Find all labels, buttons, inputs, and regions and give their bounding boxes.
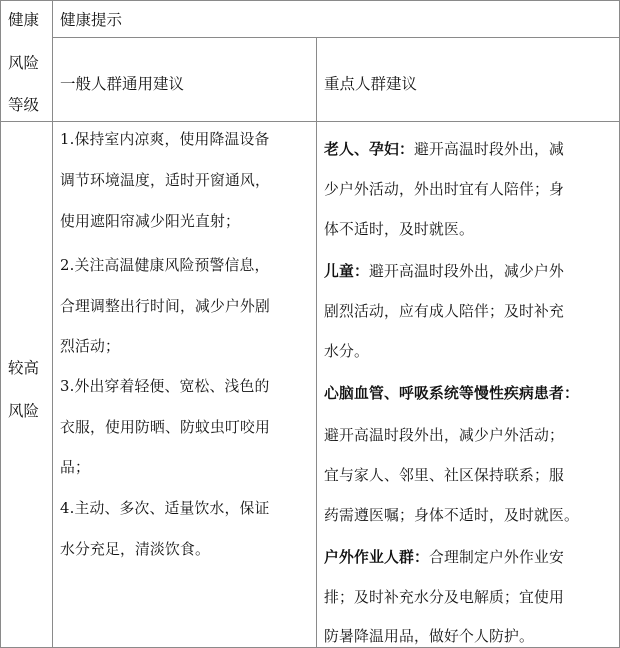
group-text: 合理制定户外作业安 (428, 549, 564, 566)
general-advice-line: 3.外出穿着轻便、宽松、浅色的 (60, 378, 270, 395)
key-advice-line: 药需遵医嘱；身体不适时，及时就医。 (324, 507, 579, 524)
general-key-divider (316, 37, 317, 648)
general-advice-line: 调节环境温度，适时开窗通风， (60, 172, 270, 189)
level-column-divider (52, 0, 53, 648)
general-advice-line: 烈活动； (60, 338, 120, 355)
table-border-left (0, 0, 1, 648)
key-advice-line: 少户外活动，外出时宜有人陪伴；身 (324, 181, 564, 198)
key-advice-line: 水分。 (324, 343, 369, 360)
general-advice-line: 衣服，使用防晒、防蚊虫叮咬用 (60, 419, 270, 436)
key-advice-outdoor (324, 546, 564, 567)
header-bottom-border (0, 121, 620, 122)
group-text: 避开高温时段外出，减少户外 (369, 263, 564, 280)
group-label-children: 儿童： (324, 263, 369, 280)
key-advice-line: 避开高温时段外出，减少户外活动； (324, 427, 564, 444)
row-risk-level-2: 风险 (8, 402, 40, 420)
header-risk-level-2: 风险 (8, 54, 40, 72)
row-risk-level-1: 较高 (8, 359, 40, 377)
header-risk-level-1: 健康 (8, 11, 40, 29)
key-advice-line: 防暑降温用品，做好个人防护。 (324, 628, 534, 645)
key-advice-line: 体不适时，及时就医。 (324, 221, 474, 238)
header-key-column: 重点人群建议 (324, 75, 418, 93)
group-label-elderly: 老人、孕妇： (324, 141, 414, 158)
key-advice-line: 排；及时补充水分及电解质；宜使用 (324, 589, 564, 606)
key-advice-elderly (324, 138, 564, 159)
group-label-chronic: 心脑血管、呼吸系统等慢性疾病患者： (324, 385, 579, 402)
general-advice-line: 1.保持室内凉爽，使用降温设备 (60, 131, 270, 148)
header-general-column: 一般人群通用建议 (60, 75, 185, 93)
group-text: 避开高温时段外出，减 (413, 141, 564, 158)
general-advice-line: 品； (60, 459, 90, 476)
key-advice-line: 宜与家人、邻里、社区保持联系；服 (324, 467, 564, 484)
general-advice-line: 4.主动、多次、适量饮水，保证 (60, 500, 270, 517)
header-divider-subhead (52, 37, 620, 38)
key-advice-line: 剧烈活动，应有成人陪伴；及时补充 (324, 303, 564, 320)
general-advice-line: 合理调整出行时间，减少户外剧 (60, 298, 270, 315)
table-border-top (0, 0, 620, 1)
general-advice-line: 水分充足，清淡饮食。 (60, 541, 210, 558)
general-advice-line: 使用遮阳帘减少阳光直射； (60, 213, 240, 230)
key-advice-children (324, 260, 564, 281)
group-label-outdoor: 户外作业人群： (324, 549, 429, 566)
header-health-tips: 健康提示 (60, 11, 123, 29)
header-risk-level-3: 等级 (8, 96, 40, 114)
general-advice-line: 2.关注高温健康风险预警信息， (60, 257, 270, 274)
